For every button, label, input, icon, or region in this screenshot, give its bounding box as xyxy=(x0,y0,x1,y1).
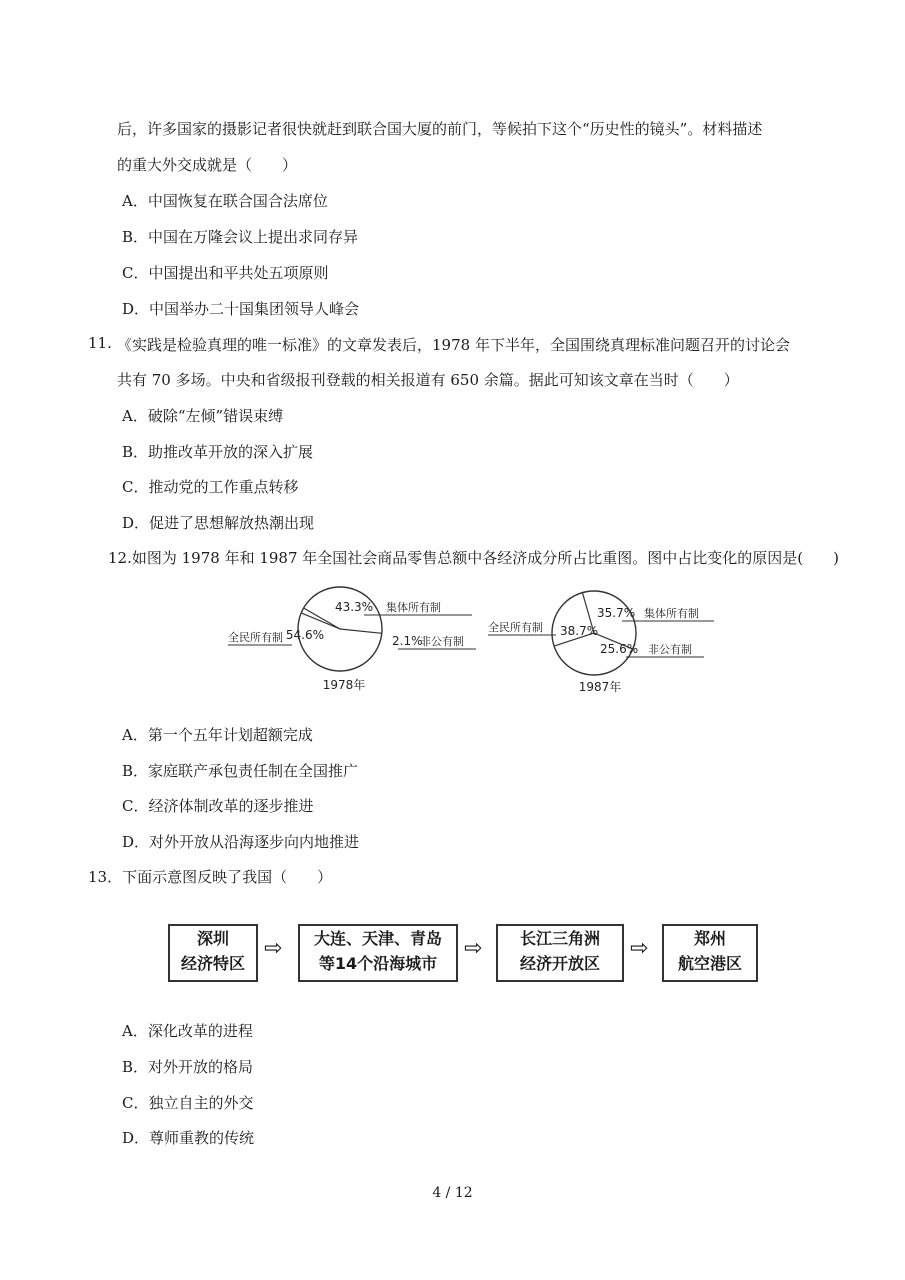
flow-box-coastal-cities xyxy=(298,924,458,982)
flow-box-yangtze-delta-line2: 经济开放区 xyxy=(519,954,600,973)
pie-1978 xyxy=(228,587,476,692)
pie-charts xyxy=(0,585,905,705)
flow-box-shenzhen-line1: 深圳 xyxy=(196,929,229,948)
flow-box-shenzhen xyxy=(168,924,258,982)
q11-option-b: B．助推改革开放的深入扩展 xyxy=(122,443,314,461)
q10-stem-line1: 后，许多国家的摄影记者很快就赶到联合国大厦的前门，等候拍下这个“历史性的镜头”。材料描述 xyxy=(117,120,763,138)
pie-title: 1987年 xyxy=(578,680,622,694)
flow-box-shenzhen-line2: 经济特区 xyxy=(180,954,245,973)
pie-title: 1978年 xyxy=(322,678,366,692)
flow-diagram xyxy=(0,920,905,985)
pie-category-label-state-owned: 全民所有制 xyxy=(488,621,543,634)
q11-option-a: A．破除“左倾”错误束缚 xyxy=(122,407,284,425)
flow-arrow-icon: ⇨ xyxy=(630,936,649,961)
q10-option-d: D．中国举办二十国集团领导人峰会 xyxy=(122,300,360,318)
q12-option-a: A．第一个五年计划超额完成 xyxy=(122,726,313,744)
q12-stem: 12.如图为 1978 年和 1987 年全国社会商品零售总额中各经济成分所占比重图。图中占比变化的原因是( ) xyxy=(108,549,839,567)
q11-option-d: D．促进了思想解放热潮出现 xyxy=(122,514,315,532)
q10-option-c: C．中国提出和平共处五项原则 xyxy=(122,264,329,282)
q13-option-d: D．尊师重教的传统 xyxy=(122,1129,255,1147)
flow-box-zhengzhou-line1: 郑州 xyxy=(693,929,726,948)
flow-box-yangtze-delta xyxy=(496,924,624,982)
q13-stem: 13．下面示意图反映了我国（ ） xyxy=(88,868,333,886)
pie-category-label-collective: 集体所有制 xyxy=(386,601,441,614)
q10-option-a: A．中国恢复在联合国合法席位 xyxy=(122,192,328,210)
pie-value-label-state-owned: 54.6% xyxy=(285,628,324,642)
q13-option-a: A．深化改革的进程 xyxy=(122,1022,253,1040)
pie-category-label-non-public: 非公有制 xyxy=(420,635,464,648)
flow-arrow-icon: ⇨ xyxy=(264,936,283,961)
pie-value-label-state-owned: 38.7% xyxy=(560,624,599,638)
q12-option-b: B．家庭联产承包责任制在全国推广 xyxy=(122,762,359,780)
pie-category-label-non-public: 非公有制 xyxy=(648,643,692,656)
q10-option-b: B．中国在万隆会议上提出求同存异 xyxy=(122,228,359,246)
q11-stem-line1: 《实践是检验真理的唯一标准》的文章发表后，1978 年下半年，全国围绕真理标准问题召开的讨论会 xyxy=(117,336,790,354)
pie-value-label-non-public: 2.1% xyxy=(392,634,423,648)
flow-box-zhengzhou xyxy=(662,924,758,982)
q13-option-c: C．独立自主的外交 xyxy=(122,1094,254,1112)
flow-box-zhengzhou-line2: 航空港区 xyxy=(677,954,742,973)
q11-number: 11. xyxy=(88,334,112,352)
pie-1987 xyxy=(488,591,714,694)
q11-stem-line2: 共有 70 多场。中央和省级报刊登载的相关报道有 650 余篇。据此可知该文章在当时（ ） xyxy=(117,371,739,389)
pie-value-label-collective: 43.3% xyxy=(334,600,374,614)
q10-stem-line2: 的重大外交成就是（ ） xyxy=(117,156,298,174)
pie-category-label-collective: 集体所有制 xyxy=(644,607,699,620)
page-number: 4 / 12 xyxy=(432,1185,473,1201)
pie-value-label-collective: 35.7% xyxy=(597,606,636,620)
pie-category-label-state-owned: 全民所有制 xyxy=(228,631,283,644)
q13-option-b: B．对外开放的格局 xyxy=(122,1058,254,1076)
flow-box-coastal-cities-line1: 大连、天津、青岛 xyxy=(313,929,442,948)
q12-option-c: C．经济体制改革的逐步推进 xyxy=(122,797,314,815)
flow-arrow-icon: ⇨ xyxy=(464,936,483,961)
q11-option-c: C．推动党的工作重点转移 xyxy=(122,478,299,496)
pie-value-label-non-public: 25.6% xyxy=(600,642,639,656)
flow-box-coastal-cities-line2: 等14个沿海城市 xyxy=(318,954,438,973)
flow-box-yangtze-delta-line1: 长江三角洲 xyxy=(519,929,600,948)
q12-option-d: D．对外开放从沿海逐步向内地推进 xyxy=(122,833,360,851)
